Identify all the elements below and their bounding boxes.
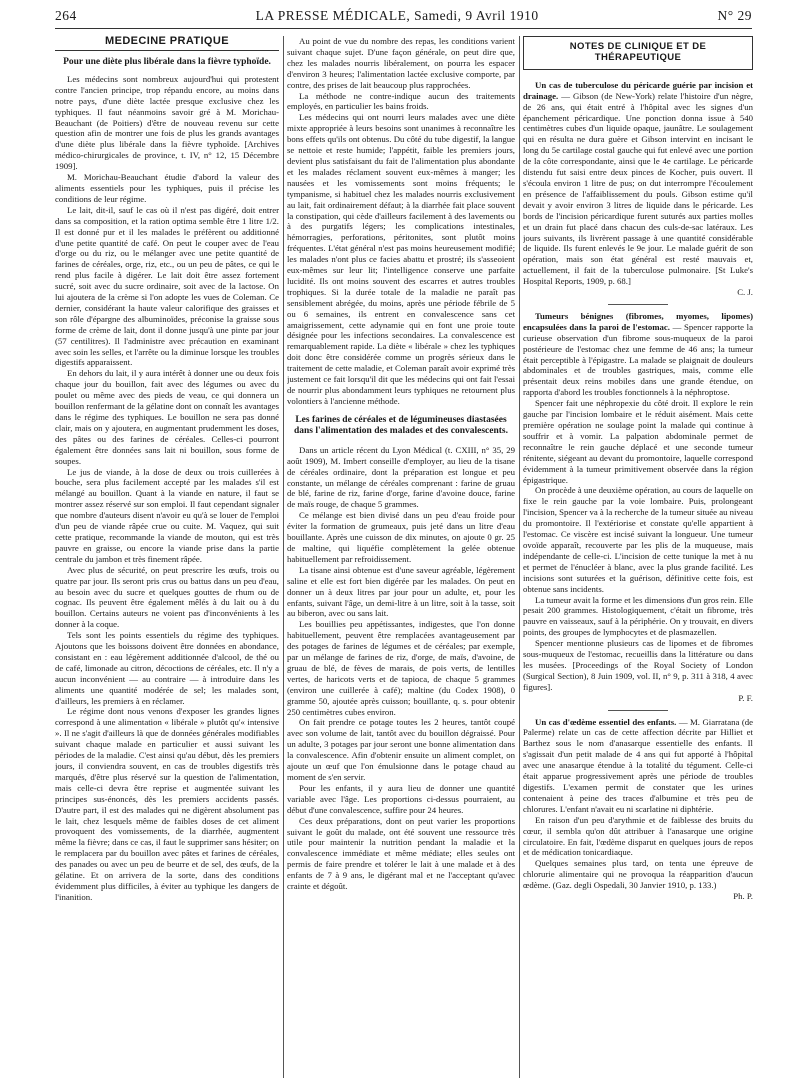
paragraph: Le régime dont nous venons d'exposer les grandes lignes correspond à une alimentation « libérale » plutôt qu'« intensive ». Il ne s'agit d'ailleurs là que de données générales modifiables suivant chaque malade en particulier et aussi suivant les périodes de la maladie. C'est ainsi qu'au début, dès les premiers jours, il conviendra souvent, en cas de troubles digestifs très marqués, d'être plus réservé sur la question de l'alimentation, mais celle-ci devra être reprise et augmentée suivant les principes sus-énoncés, dès les premiers accidents passés. D'autre part, il est des malades qui ne digèrent absolument pas le lait, chez lesquels même de faibles doses de cet aliment provoquent des vomissements, de la diarrhée, augmentent même la fièvre; dans ce cas, il faut le supprimer sans hésiter; on le remplacera par du bouillon avec pâtes et farines de céréales, des panades ou avec un peu de beurre et de sel, des œufs, de la gélatine. Et on arrivera de la sorte, dans des conditions évidemment plus difficiles, à éviter au typhique les dangers de l'inanition. [55,706,279,902]
paragraph: Les bouillies peu appétissantes, indigestes, que l'on donne habituellement, peuvent être remplacées avantageusement par des potages de farines de légumes et de céréales; par exemple, par un mélange de farines de riz, d'orge, de maïs, d'avoine, de gruau de blé, de fèves de marais, de pois verts, de lentilles vertes, de haricots verts et de tapioca, de chaque 5 grammes (environ une cuillerée à café); maltine (du Codex 1908), 0 gramme 50, ajoutée après cuisson; bouillante, q. s. pour obtenir 250 centimètres cubes environ. [287,619,515,717]
column-medecine-pratique [55,36,279,1082]
paragraph: Spencer fait une néphropexie du côté droit. Il explore le rein gauche par l'incision lombaire et le réduit aisément. Mais cette première opération ne soulage point la malade qui continue à souffrir et à vomir. La palpation abdominale permet de reconnaître le rein gauche déplacé et une seconde tumeur rénitente, siégeant au devant du promontoire, laquelle correspond évidemment à la tumeur primitivement observée dans la région épigastrique. [523,398,753,485]
article-lead: Un cas d'œdème essentiel des enfants. [535,716,677,727]
paragraph: Avec plus de sécurité, on peut prescrire les œufs, trois ou quatre par jour. Ils seront pris crus ou battus dans un peu d'eau, au besoin avec du sucre et quelques gouttes de rhum ou de cognac. Ils peuvent être également mêlés à du lait ou à du bouillon. Certains auteurs ne voient pas d'inconvénients à les donner à la coque. [55,564,279,630]
paragraph: Quelques semaines plus tard, on tenta une épreuve de chlorurie alimentaire qui ne provoqua la réapparition d'aucun œdème. (Gaz. degli Ospedali, 30 Janvier 1910, p. 133.) [523,858,753,891]
column-divider [519,36,520,1078]
page-number: 264 [55,8,77,23]
paragraph: En raison d'un peu d'arythmie et de faiblesse des bruits du cœur, il sembla qu'on dût attribuer à l'anasarque une origine circulatoire. En fait, l'œdème disparut en quelques jours de repos et de médication tonicardiaque. [523,814,753,858]
article-body: — Gibson (de New-York) relate l'histoire d'un nègre, de 26 ans, qui était entré à l'hôpital avec les signes d'un épanchement péricardique. Une ponction donna issue à 540 centimètres cubes d'un liquide opaque, jaunâtre. Le soulagement qui en résulta ne dura guère et Gibson intervint en incisant le long du 5e cartilage costal gauche qui fut enlevé avec une portion de la côte correspondante, ainsi que le 4e cartilage. Le péricarde distendu fut saisi entre deux pinces de Kocher, puis ouvert. Il s'écoula environ 1 litre de pus; on dut interrompre l'écoulement en présence de l'affaiblissement du pouls. Gibson estime qu'il devait y avoir environ 3 litres de liquide dans le péricarde. Les bords de l'incision péricardique furent suturés aux parties molles et un drain fut placé dans chacun des culs-de-sac latéraux. Les jours suivants, ils livrèrent passage à une quantité considérable de liquide. Ils furent enlevés le 9e jour. Le malade guérit de son opération, mais son état général est resté mauvais et, actuellement, il fait de la tuberculose pulmonaire. [St Luke's Hospital Reports, 1909, p. 68.] [523,90,753,287]
article-body: — Spencer rapporte la curieuse observation d'un fibrome sous-muqueux de la paroi postérieure de l'estomac chez une femme de 46 ans; la tumeur était perceptible à l'épigastre. La malade se plaignait de douleurs abdominales et de troubles gastriques, mais, comme elle présentait deux reins mobiles dans une grande étendue, on rapporta d'abord les troubles fonctionnels à la néphroptose. [523,321,753,398]
paragraph: Ces deux préparations, dont on peut varier les proportions suivant le goût du malade, ont été souvent une ressource très utile pour maintenir la nutrition pendant la maladie et la convalescence immédiate et même médiate; elles seules ont permis de faire prendre et tolérer le lait à une malade et à des enfants de 7 à 9 ans, le digérant mal et ne l'acceptant qu'avec crainte et dégoût. [287,815,515,892]
divider [608,304,668,305]
journal-title: LA PRESSE MÉDICALE, Samedi, 9 Avril 1910 [255,8,539,23]
paragraph: Les médecins qui ont nourri leurs malades avec une diète mixte appropriée à leurs besoins sont unanimes à reconnaître les bons effets qu'ils ont obtenus. Du côté du tube digestif, la langue se nettoie et reste humide; l'appétit, faible les premiers jours, devient plus satisfaisant du fait de l'alimentation plus abondante et les malades réclament souvent eux-mêmes à manger; les nausées et les vomissements sont moins fréquents; le tympanisme, si habituel chez les malades nourris exclusivement au lait, fait ordinairement défaut; à la diarrhée fait place souvent la constipation, qui cède d'ailleurs facilement à des lavements ou à des purgatifs légers; les complications intestinales, hémorragies, perforations, péritonites, sont plutôt moins fréquentes. L'état général n'est pas moins heureusement modifié; les malades n'ont plus ce facies abattu et prostré; ils s'asseoient eux-mêmes sur leur lit; l'intelligence conserve une parfaite lucidité. Ils ont moins souvent des escarres et autres troubles trophiques. Si la durée totale de la maladie ne paraît pas sensiblement abrégée, du moins, après une période fébrile de 5 ou 6 semaines, ils entrent en convalescence sans cet amaigrissement, cette adynamie qui en font une proie toute désignée pour les infections secondaires. La convalescence est remarquablement rapide. La diète « libérale » chez les typhiques doit donc être considérée comme un progrès sérieux dans le traitement de cette maladie, et Coleman paraît avoir exprimé très justement ce fait lorsqu'il dit que les médecins qui ont fait l'essai de nourrir plus abondamment leurs typhiques ne retournent plus volontiers à l'ancienne méthode. [287,112,515,406]
divider [608,710,668,711]
column-notes-clinique [523,36,753,1082]
column-divider [283,36,284,1078]
paragraph: En dehors du lait, il y aura intérêt à donner une ou deux fois chaque jour du bouillon, fait avec des légumes ou avec du poulet ou même avec des pieds de veau, ce qui donnera un bouillon renfermant de la gélatine dont on connaît les avantages dans le régime des typhiques. Le bouillon ne sera pas donné clair, mais on y ajoutera, en augmentant prudemment les doses, des pâtes ou des farines de céréales. Celles-ci pourront également être données sans lait ni bouillon, sous forme de soupes. [55,368,279,466]
column-continued [287,36,515,1082]
paragraph: La méthode ne contre-indique aucun des traitements employés, en particulier les bains froids. [287,90,515,112]
paragraph: Le lait, dit-il, sauf le cas où il n'est pas digéré, doit entrer dans sa composition, et la ration optima semble être 1 litre 1/2. Il est donné pur et il les malades le préfèrent ou additionné d'une petite quantité de café. On peut le couper avec de l'eau d'orge ou du riz, ou le mélanger avec une petite quantité de farines de céréales, orge, riz, etc., ou un peu de pâtes, ce qui le rend plus facile à digérer. Le lait doit être assez fortement sucré, soit avec du sucre ordinaire, soit avec de la lactose. On lui ajoutera de la crème si l'on adopte les vues de Coleman. Ce dernier, considérant la haute valeur calorifique des graisses et son rôle d'épargne des albuminoïdes, préconise la graisse sous forme de crème de lait, dont il donne jusqu'à une pinte par jour (57 centilitres). Il l'administre avec précaution en examinant avec soin les selles, et l'arrête ou la diminue lorsque les troubles digestifs apparaissent. [55,204,279,368]
article-title: Pour une diète plus libérale dans la fièvre typhoïde. [63,56,271,67]
paragraph: La tumeur avait la forme et les dimensions d'un gros rein. Elle pesait 200 grammes. Histologiquement, c'était un fibrome, très pauvre en vaisseaux, sauf à la périphérie. On y trouvait, en divers points, des groupes de lymphocytes et de plasmazellen. [523,594,753,638]
paragraph: Au point de vue du nombre des repas, les conditions varient suivant chaque sujet. D'une façon générale, on peut dire que, chez les malades nourris libéralement, on pourra les espacer d'environ 3 heures; l'alimentation lactée exclusive comporte, par contre, des prises de lait beaucoup plus rapprochées. [287,36,515,90]
paragraph: On fait prendre ce potage toutes les 2 heures, tantôt coupé avec son volume de lait, tantôt avec du bouillon dégraissé. Pour un adulte, 3 potages par jour seront une bonne alimentation dans la convalescence. Afin d'obtenir ensuite un aliment complet, on ajoute un œuf que l'on émulsionne dans le potage chaud au moment de s'en servir. [287,717,515,782]
paragraph: Pour les enfants, il y aura lieu de donner une quantité variable avec l'âge. Les proportions ci-dessus pourraient, au début d'une convalescence, suffire pour 24 heures. [287,782,515,815]
article-lead: Tumeurs bénignes (fibromes, myomes, lipomes) encapsulées dans la paroi de l'estomac. [523,310,753,332]
signature: C. J. [737,287,753,298]
paragraph: M. Morichau-Beauchant étudie d'abord la valeur des aliments essentiels pour les typhiques, puis il précise les conditions de leur régime. [55,172,279,204]
paragraph: La tisane ainsi obtenue est d'une saveur agréable, légèrement saline et elle est fort bien digérée par les malades. On peut en donner un à deux litres par jour pour un adulte, et, pour les enfants, suivant l'âge, un demi-litre à un litre, soit à la tasse, soit au biberon, avec ou sans lait. [287,564,515,619]
signature: Ph. P. [733,891,753,902]
paragraph: Les médecins sont nombreux aujourd'hui qui protestent contre l'ancien principe, trop répandu encore, au moins dans notre pays, d'une diète lactée presque exclusive chez les typhiques. Il faut néanmoins savoir gré à M. Morichau-Beauchant (de Poitiers) d'être de nouveau revenu sur cette question afin de montrer une fois de plus les grands avantages d'une diète plus libérale dans la fièvre typhoïde. [Archives médico-chirurgicales de province, t. IV, n° 12, 15 Décembre 1909]. [55,73,279,172]
article-tumeurs-benignes [523,311,753,398]
article-oedeme-enfants [523,717,753,815]
section-title: NOTES DE CLINIQUE ET DE THÉRAPEUTIQUE [523,36,753,70]
paragraph: Spencer mentionne plusieurs cas de lipomes et de fibromes sous-muqueux de l'estomac, recueillis dans la littérature ou dans les musées. [Proceedings of the Royal Society of London (Surgical Section), 8 Juin 1909, vol. II, n° 9, p. 311 à 318, 4 avec figures]. [523,638,753,692]
article-tuberculose-pericarde [523,80,753,287]
paragraph: Tels sont les points essentiels du régime des typhiques. Ajoutons que les boissons doivent être données en abondance, consistant en : eau légèrement additionnée d'alcool, de thé ou de café, limonade au citron, décoctions de céréales, etc. Il n'y a aucun inconvénient — au contraire — à introduire dans les aliments une quantité modérée de sel; les malades sont, d'ailleurs, les premiers à en réclamer. [55,630,279,706]
paragraph: Le jus de viande, à la dose de deux ou trois cuillerées à bouche, sera plus facilement accepté par les malades s'il est mélangé au bouillon. Quant à la viande en nature, il faut se montrer assez réservé sur son emploi. Il faut cependant signaler que nombre d'auteurs disent n'avoir eu qu'à se louer de l'emploi d'un peu de viande râpée crue ou cuite. M. Vaquez, qui suit cette pratique, recommande la viande de mouton, qui est très pauvre en graisse, ou encore la viande prise dans la partie centrale du jambon et très finement râpée. [55,466,279,564]
article-title: Les farines de céréales et de légumineuses diastasées dans l'alimentation des malades et des convalescents. [293,414,508,436]
paragraph: Ce mélange est bien divisé dans un peu d'eau froide pour éviter la formation de grumeaux, puis jeté dans un litre d'eau bouillante. Après une cuisson de dix minutes, on ajoute 0 gr. 25 de maltine, qui liquéfie complètement la gelée obtenue habituellement par refroidissement. [287,510,515,564]
article-body: — M. Giarratana (de Palerme) relate un cas de cette affection décrite par Hilliet et Barthez sous le nom d'anasarque essentielle des enfants. Il s'agissait d'un petit malade de 4 ans qui fut apporté à l'hôpital avec une anasarque étendue à la totalité du tégument. Celle-ci était apparue progressivement après une période de troubles digestifs. L'examen permit de constater que les urines contenaient à peine des traces d'albumine et très peu de chlorures. L'enfant n'avait eu ni scarlatine ni diphtérie. [523,716,753,814]
paragraph: On procède à une deuxième opération, au cours de laquelle on fixe le rein gauche par la voie lombaire. Puis, prolongeant l'incision, Spencer va à la recherche de la tumeur située au niveau du promontoire. Il l'extériorise et constate qu'elle appartient à l'estomac. Ce viscère est incisé suivant la longueur. Une tumeur ovoïde apparaît, recouverte par les plis de la muqueuse, mais indépendante de celle-ci. L'incision de cette tunique la met à nu et permet de l'énucléer à blanc, avec la plus grande facilité. Les incisions sont suturées et la guérison, définitive cette fois, est obtenue sans incidents. [523,485,753,594]
section-title: MÉDECINE PRATIQUE [55,36,279,51]
signature: P. F. [738,692,753,703]
article-lead: Un cas de tuberculose du péricarde guérie par incision et drainage. [523,79,753,101]
page-header [55,4,752,29]
paragraph: Dans un article récent du Lyon Médical (t. CXIII, n° 35, 29 août 1909), M. Imbert conseille d'employer, au lieu de la tisane de céréales ordinaire, dont la préparation est longue et peu constante, un mélange de céréales comprenant : farine de gruau de blé, farine de riz, farine d'orge, farine d'avoine douce, farine de maïs rouge, de chaque 5 grammes. [287,444,515,510]
issue-number: N° 29 [717,8,752,23]
